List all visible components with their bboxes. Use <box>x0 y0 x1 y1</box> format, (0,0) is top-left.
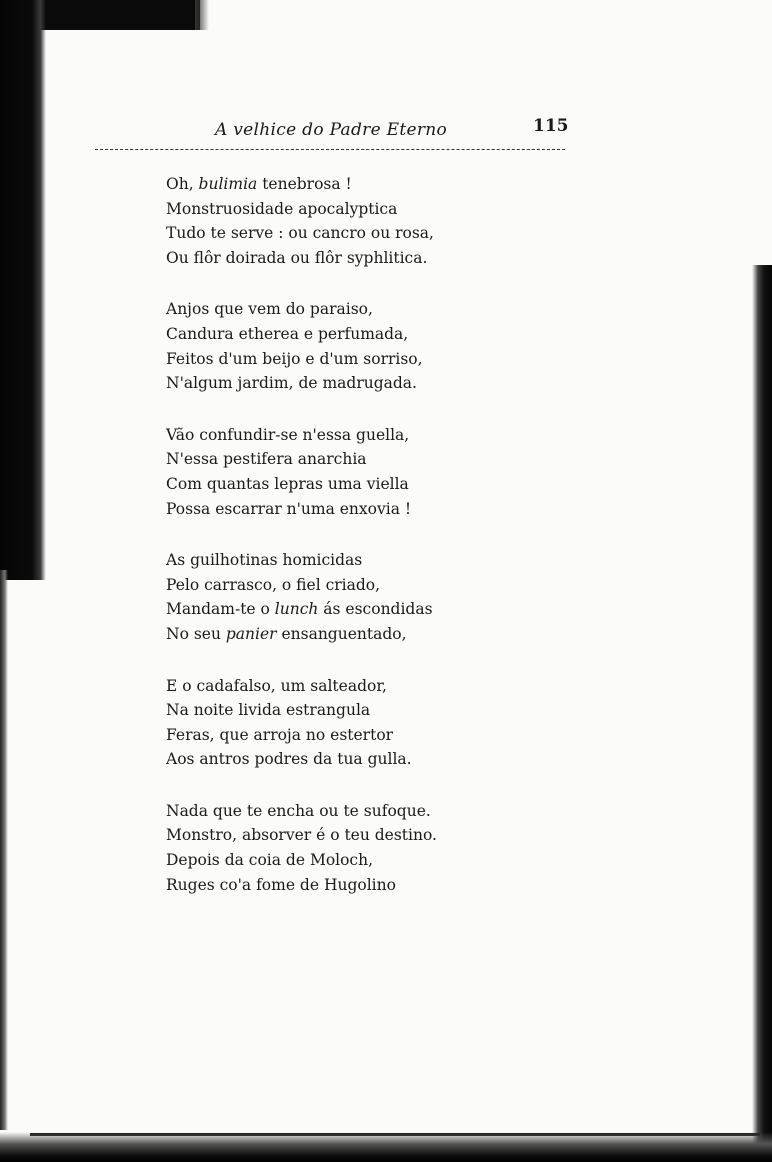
stanza <box>166 423 486 521</box>
poem-line-text: No seu <box>166 624 226 643</box>
scan-page-edge-bottom <box>0 1132 772 1162</box>
poem-line-text: N'algum jardim, de madrugada. <box>166 374 417 393</box>
poem-line-text: Tudo te serve : ou cancro ou rosa, <box>166 224 434 243</box>
poem-line-text: Nada que te encha ou te sufoque. <box>166 801 431 820</box>
poem-line-text: Mandam-te o <box>166 600 275 619</box>
poem-line <box>166 848 486 873</box>
poem-line <box>166 873 486 898</box>
stanza <box>166 297 486 395</box>
poem-line <box>166 823 486 848</box>
page-number: 115 <box>533 116 569 136</box>
stanza <box>166 674 486 772</box>
poem-line-text: Monstro, absorver é o teu destino. <box>166 826 437 845</box>
poem-line <box>166 347 486 372</box>
poem-line <box>166 172 486 197</box>
poem-line <box>166 497 486 522</box>
poem-line <box>166 197 486 222</box>
poem-line-text: Ou flôr doirada ou flôr syphlitica. <box>166 248 428 267</box>
poem-line-text: Pelo carrasco, o fiel criado, <box>166 575 381 594</box>
poem-line <box>166 297 486 322</box>
scan-binding-shadow-left-lower <box>0 570 8 1130</box>
poem-line <box>166 698 486 723</box>
poem-line-text: ensanguentado, <box>276 624 407 643</box>
stanza <box>166 799 486 897</box>
poem-line <box>166 674 486 699</box>
running-title: A velhice do Padre Eterno <box>215 120 448 140</box>
poem-line-italic: lunch <box>274 600 319 619</box>
poem-line-text: ás escondidas <box>318 600 433 619</box>
poem-line <box>166 597 486 622</box>
stanza <box>166 172 486 270</box>
poem-line-italic: panier <box>225 624 277 643</box>
poem-body <box>166 172 486 924</box>
poem-line <box>166 548 486 573</box>
poem-line-text: Vão confundir-se n'essa guella, <box>166 425 410 444</box>
poem-line-text: Depois da coia de Moloch, <box>166 851 374 870</box>
poem-line <box>166 322 486 347</box>
poem-line-italic: bulimia <box>198 175 258 193</box>
poem-line-text: As guilhotinas homicidas <box>166 551 363 570</box>
poem-line <box>166 246 486 271</box>
poem-line <box>166 472 486 497</box>
poem-line-text: Na noite livida estrangula <box>166 701 371 720</box>
poem-line <box>166 747 486 772</box>
poem-line <box>166 447 486 472</box>
poem-line-text: Com quantas lepras uma viella <box>166 474 409 493</box>
poem-line-text: Ruges co'a fome de Hugolino <box>166 875 396 894</box>
poem-line <box>166 371 486 396</box>
poem-line <box>166 723 486 748</box>
scan-page-edge-right <box>752 265 772 1145</box>
poem-line <box>166 423 486 448</box>
poem-line-text: Aos antros podres da tua gulla. <box>166 750 412 769</box>
poem-line-text: Feras, que arroja no estertor <box>166 725 394 744</box>
poem-line-text: Feitos d'um beijo e d'um sorriso, <box>166 349 423 368</box>
scan-binding-shadow-left <box>0 0 46 580</box>
poem-line-text: tenebrosa ! <box>257 175 352 193</box>
stanza <box>166 548 486 646</box>
poem-line-text: N'essa pestifera anarchia <box>166 450 367 469</box>
poem-line-text: Oh, <box>166 175 199 193</box>
poem-line-text: E o cadafalso, um salteador, <box>166 676 387 695</box>
page-header <box>95 114 569 150</box>
poem-line <box>166 622 486 647</box>
poem-line <box>166 573 486 598</box>
poem-line-text: Possa escarrar n'uma enxovia ! <box>166 499 412 518</box>
poem-line-text: Monstruosidade apocalyptica <box>166 199 398 218</box>
poem-line-text: Anjos que vem do paraiso, <box>166 300 373 319</box>
poem-line-text: Candura etherea e perfumada, <box>166 324 409 343</box>
scan-binding-shadow-top-fade <box>195 0 209 30</box>
poem-line <box>166 221 486 246</box>
poem-line <box>166 799 486 824</box>
header-rule <box>95 149 565 150</box>
